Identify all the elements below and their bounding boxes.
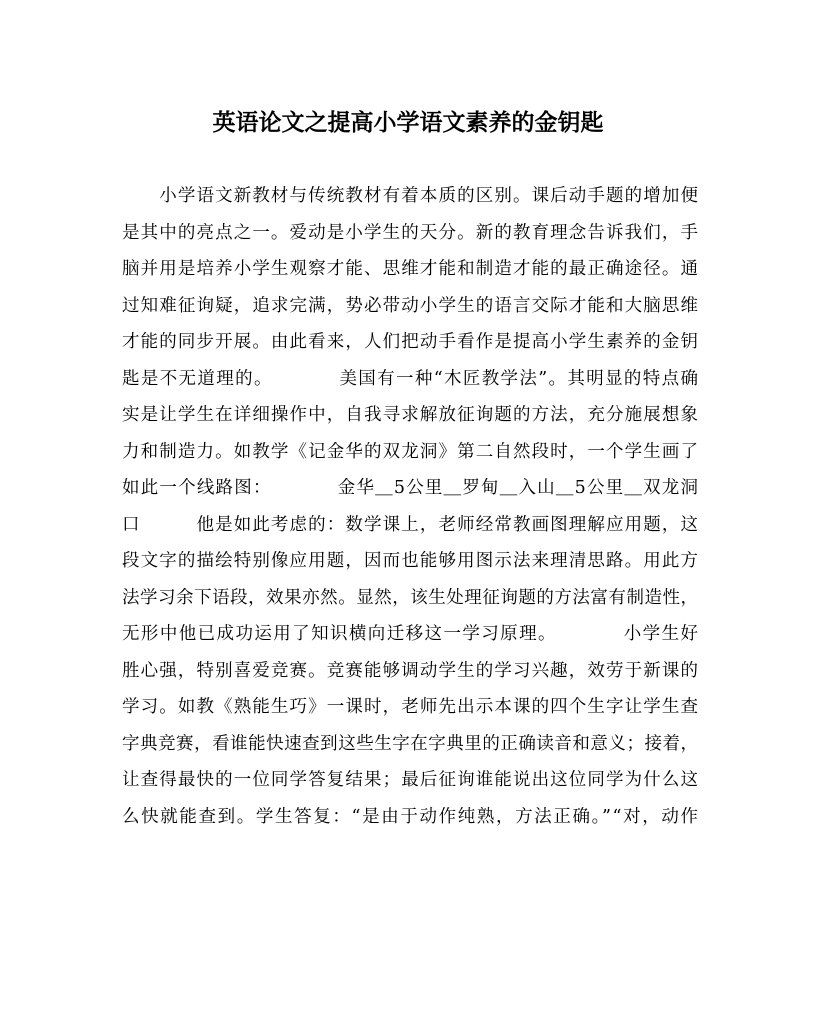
document-body <box>122 178 698 835</box>
body-line: 匙是不无道理的。 美国有一种“木匠教学法”。其明显的特点确 <box>122 368 700 389</box>
body-line: 学习。如教《熟能生巧》一课时，老师先出示本课的四个生字让学生查 <box>122 697 700 717</box>
body-line: 胜心强，特别喜爱竞赛。竞赛能够调动学生的学习兴趣，效劳于新课的 <box>122 660 700 681</box>
body-line: 过知难征询疑，追求完满，势必带动小学生的语言交际才能和大脑思维 <box>122 295 700 316</box>
body-line: 么快就能查到。学生答复：“是由于动作纯熟，方法正确。”“对，动作 <box>122 806 700 827</box>
body-line: 如此一个线路图： 金华＿5公里＿罗甸＿入山＿5公里＿双龙洞 <box>122 478 700 498</box>
body-line: 法学习余下语段，效果亦然。显然，该生处理征询题的方法富有制造性， <box>122 587 699 608</box>
body-line: 口 他是如此考虑的：数学课上，老师经常教画图理解应用题，这 <box>122 514 700 535</box>
body-line: 让查得最快的一位同学答复结果；最后征询谁能说出这位同学为什么这 <box>122 770 700 790</box>
body-line: 是其中的亮点之一。爱动是小学生的天分。新的教育理念告诉我们，手 <box>122 222 700 243</box>
body-line: 段文字的描绘特别像应用题，因而也能够用图示法来理清思路。用此方 <box>122 551 700 571</box>
body-line: 小学语文新教材与传统教材有着本质的区别。课后动手题的增加便 <box>122 186 700 206</box>
body-line: 实是让学生在详细操作中，自我寻求解放征询题的方法，充分施展想象 <box>122 405 700 425</box>
body-line: 力和制造力。如教学《记金华的双龙洞》第二自然段时，一个学生画了 <box>122 441 700 462</box>
body-line: 脑并用是培养小学生观察才能、思维才能和制造才能的最正确途径。通 <box>122 259 700 279</box>
document-title: 英语论文之提高小学语文素养的金钥匙 <box>212 109 604 136</box>
body-line: 才能的同步开展。由此看来，人们把动手看作是提高小学生素养的金钥 <box>122 332 700 352</box>
body-line: 无形中他已成功运用了知识横向迁移这一学习原理。 小学生好 <box>122 624 700 644</box>
body-line: 字典竞赛，看谁能快速查到这些生字在字典里的正确读音和意义；接着， <box>122 733 699 754</box>
